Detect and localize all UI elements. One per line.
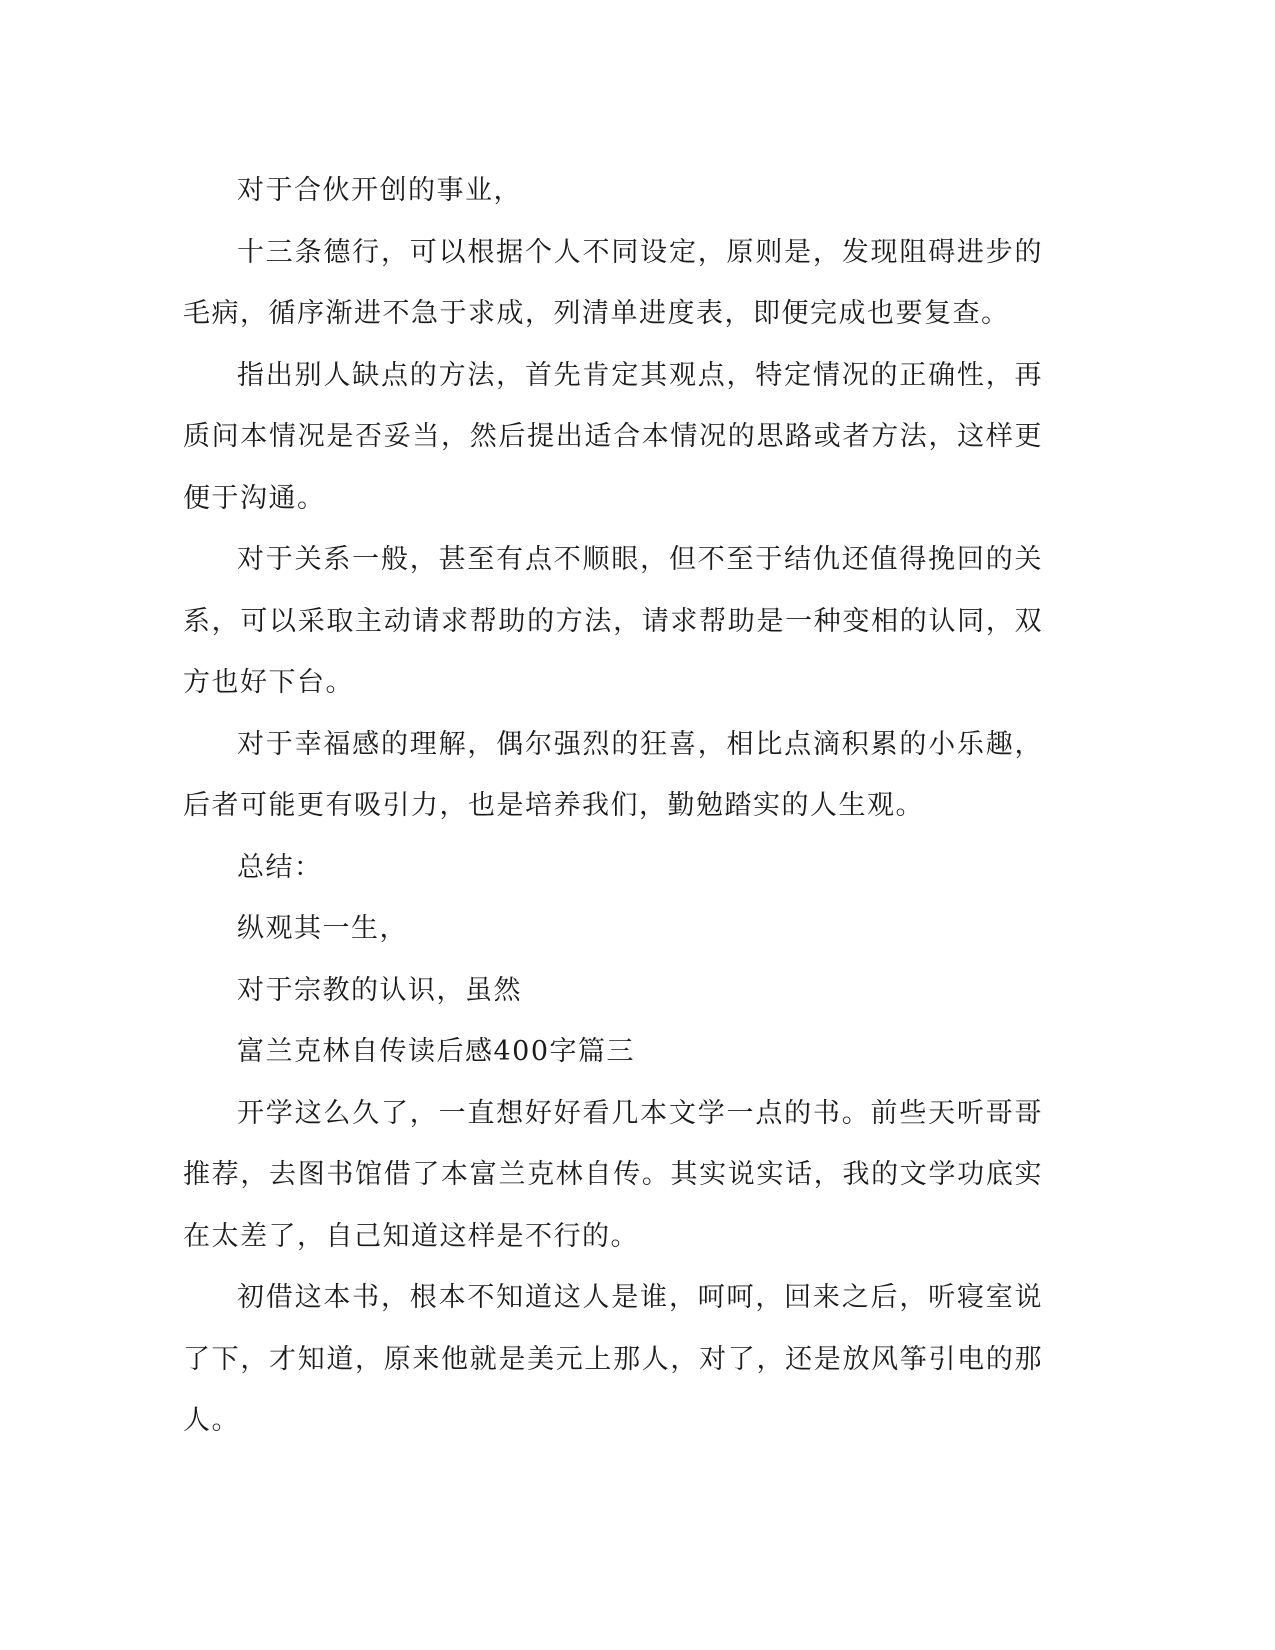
paragraph: 初借这本书，根本不知道这人是谁，呵呵，回来之后，听寝室说了下，才知道，原来他就是美元上那人，对了，还是放风筝引电的那人。: [183, 1282, 1043, 1436]
paragraph: 开学这么久了，一直想好好看几本文学一点的书。前些天听哥哥推荐，去图书馆借了本富兰克林自传。其实说实话，我的文学功底实在太差了，自己知道这样是不行的。: [183, 1097, 1043, 1252]
section-heading: 富兰克林自传读后感400字篇三: [237, 1036, 636, 1067]
paragraph: 对于合伙开创的事业，: [237, 175, 522, 206]
document-body: [183, 160, 1043, 1452]
paragraph: 对于宗教的认识，虽然: [237, 974, 522, 1006]
paragraph: 对于幸福感的理解，偶尔强烈的狂喜，相比点滴积累的小乐趣，后者可能更有吸引力，也是培养我们，勤勉踏实的人生观。: [183, 728, 1043, 821]
paragraph: 对于关系一般，甚至有点不顺眼，但不至于结仇还值得挽回的关系，可以采取主动请求帮助的方法，请求帮助是一种变相的认同，双方也好下台。: [183, 544, 1043, 698]
paragraph: 十三条德行，可以根据个人不同设定，原则是，发现阻碍进步的毛病，循序渐进不急于求成，列清单进度表，即便完成也要复查。: [183, 236, 1043, 329]
paragraph: 指出别人缺点的方法，首先肯定其观点，特定情况的正确性，再质问本情况是否妥当，然后提出适合本情况的思路或者方法，这样更便于沟通。: [183, 359, 1043, 514]
paragraph: 总结：: [237, 851, 323, 883]
paragraph: 纵观其一生，: [237, 913, 408, 944]
